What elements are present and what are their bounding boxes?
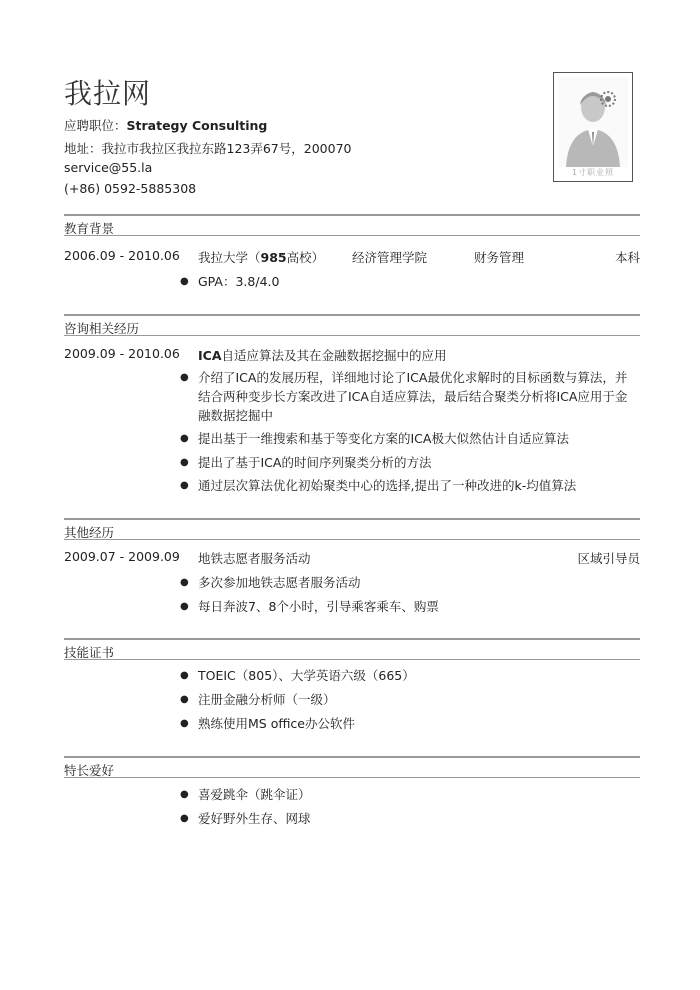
bullet-icon: ●	[180, 670, 189, 681]
section-education-header	[64, 214, 640, 236]
bullet-icon: ●	[180, 577, 189, 588]
person-silhouette-icon	[558, 77, 628, 167]
school-tail: 高校）	[286, 250, 325, 265]
education-date: 2006.09 - 2010.06	[64, 248, 180, 263]
project-prefix: ICA	[198, 348, 222, 363]
bullet-icon: ●	[180, 718, 189, 729]
candidate-name: 我拉网	[64, 77, 152, 110]
section-title: 特长爱好	[64, 763, 115, 778]
project-rest: 自适应算法及其在金融数据挖掘中的应用	[221, 348, 447, 363]
address-line: 地址：我拉市我拉区我拉东路123弄67号，200070	[64, 141, 352, 156]
other-date: 2009.07 - 2009.09	[64, 549, 180, 564]
bullet-icon: ●	[180, 694, 189, 705]
section-hobbies-header	[64, 756, 640, 778]
bullet-icon: ●	[180, 276, 189, 287]
bullet-text: 爱好野外生存、网球	[198, 811, 311, 826]
email-line: service@55.la	[64, 160, 153, 175]
section-consulting-header	[64, 314, 640, 336]
bullet-text: 注册金融分析师（一级）	[198, 692, 336, 707]
bullet-icon: ●	[180, 372, 189, 383]
phone-line: (+86) 0592-5885308	[64, 181, 197, 196]
bullet-text: 喜爱跳伞（跳伞证）	[198, 787, 311, 802]
section-title: 其他经历	[64, 525, 115, 540]
position-label: 应聘职位：	[64, 118, 127, 133]
school-name: 我拉大学（	[198, 250, 261, 265]
photo-caption: 1寸职业照	[571, 168, 615, 177]
bullet-text: 熟练使用MS office办公软件	[198, 716, 355, 731]
bullet-text: TOEIC（805）、大学英语六级（665）	[198, 668, 415, 683]
bullet-text: 多次参加地铁志愿者服务活动	[198, 575, 361, 590]
consulting-row	[64, 346, 640, 366]
consulting-date: 2009.09 - 2010.06	[64, 346, 180, 361]
photo-frame	[553, 72, 633, 182]
bullet-text: 提出基于一维搜索和基于等变化方案的ICA极大似然估计自适应算法	[198, 431, 569, 446]
bullet-text: 通过层次算法优化初始聚类中心的选择,提出了一种改进的k-均值算法	[198, 478, 577, 493]
bullet-icon: ●	[180, 813, 189, 824]
section-title: 教育背景	[64, 221, 115, 236]
bullet-icon: ●	[180, 601, 189, 612]
position-line	[64, 116, 267, 134]
other-row	[64, 549, 640, 569]
bullet-icon: ●	[180, 789, 189, 800]
education-college: 经济管理学院	[352, 250, 428, 265]
bullet-icon: ●	[180, 433, 189, 444]
bullet-text: 介绍了ICA的发展历程，详细地讨论了ICA最优化求解时的目标函数与算法，并结合两种变步长方案改进了ICA自适应算法，最后结合聚类分析将ICA应用于金融数据挖掘中	[198, 370, 628, 423]
position-value: Strategy Consulting	[126, 118, 268, 133]
bullet-text: GPA：3.8/4.0	[198, 274, 280, 289]
other-role: 区域引导员	[577, 551, 640, 566]
section-title: 咨询相关经历	[64, 321, 140, 336]
bullet-icon: ●	[180, 457, 189, 468]
education-school	[198, 248, 324, 266]
education-major: 财务管理	[474, 250, 525, 265]
education-row	[64, 248, 640, 268]
section-skills-header	[64, 638, 640, 660]
other-activity: 地铁志愿者服务活动	[198, 551, 311, 566]
bullet-text: 每日奔波7、8个小时，引导乘客乘车、购票	[198, 599, 439, 614]
education-degree: 本科	[614, 250, 640, 265]
bullet-text: 提出了基于ICA的时间序列聚类分析的方法	[198, 455, 432, 470]
section-other-header	[64, 518, 640, 540]
bullet-icon: ●	[180, 480, 189, 491]
school-tag: 985	[260, 250, 287, 265]
consulting-project-title	[198, 346, 447, 364]
section-title: 技能证书	[64, 645, 115, 660]
